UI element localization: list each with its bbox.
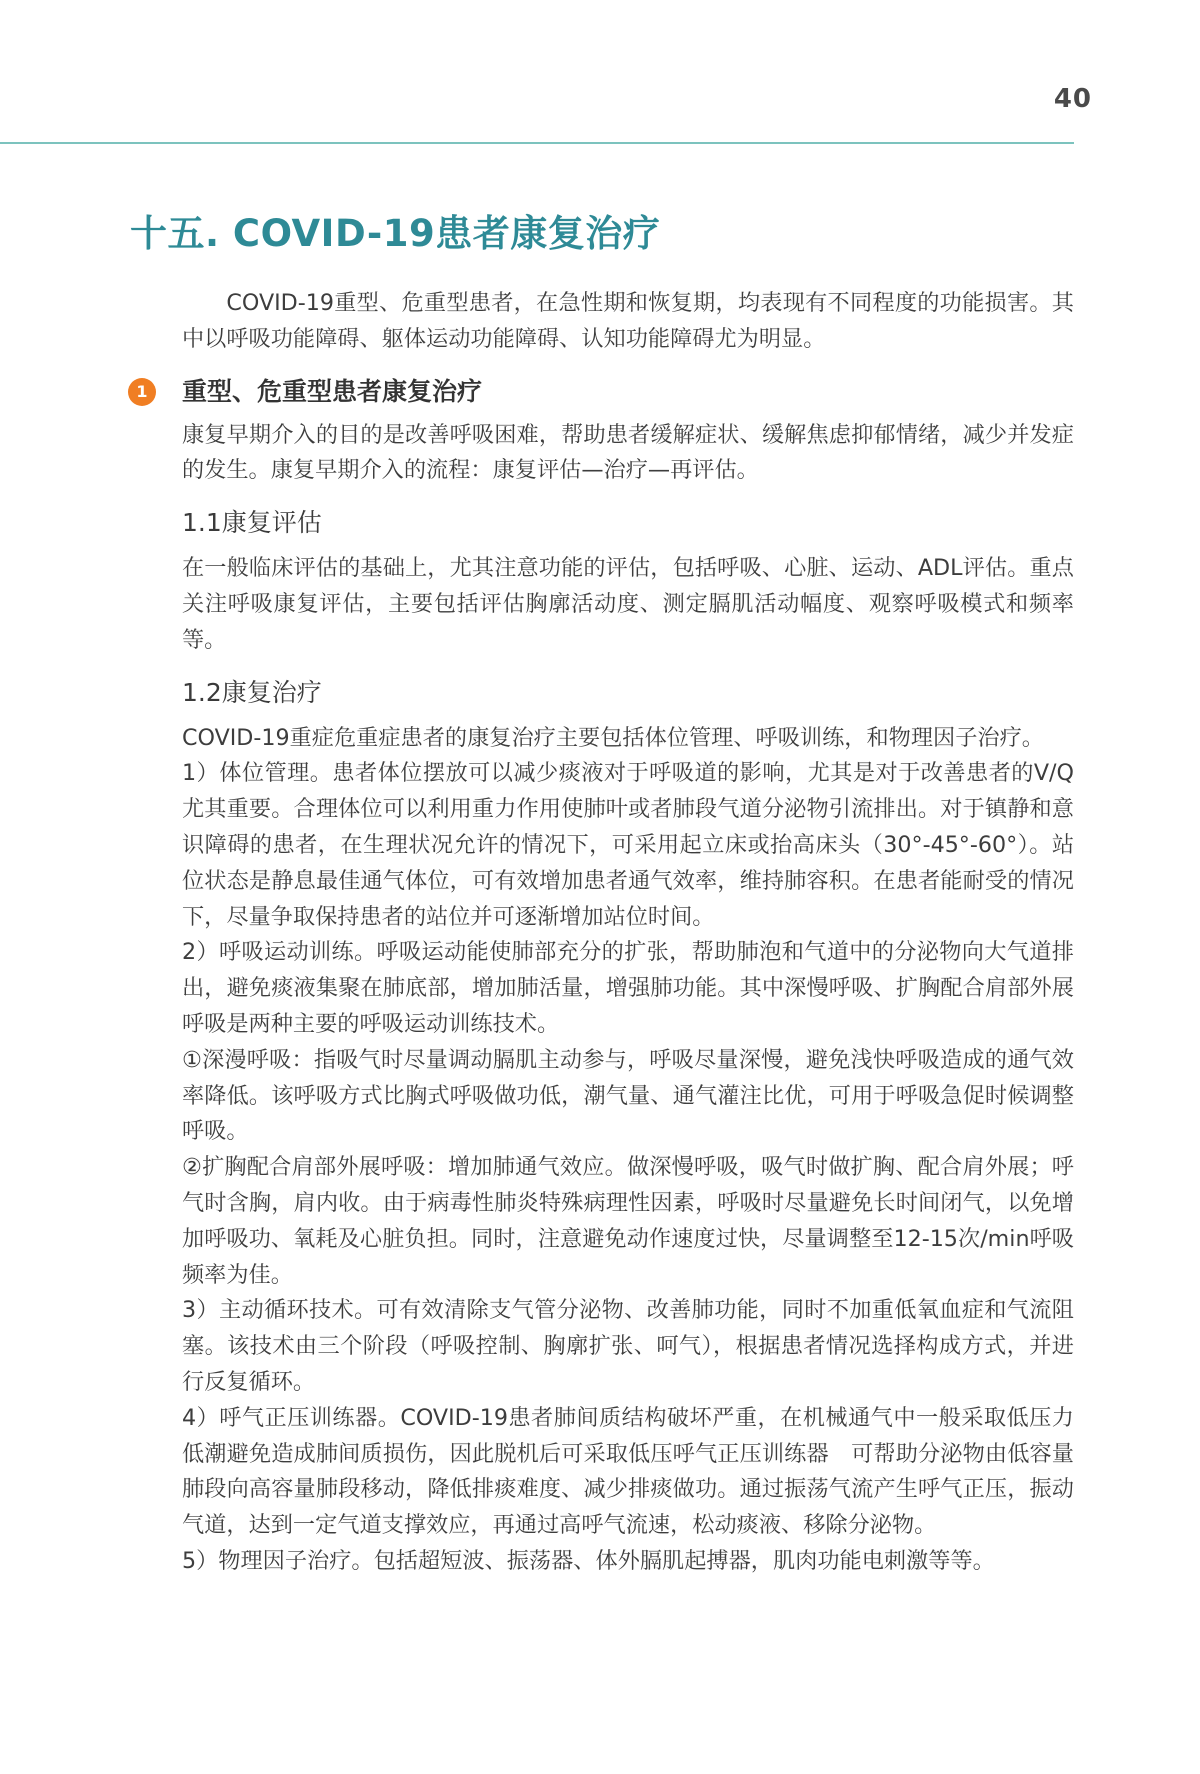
section-heading [136,372,1074,412]
treatment-paragraph: COVID-19重症危重症患者的康复治疗主要包括体位管理、呼吸训练，和物理因子治疗。 [182,724,1044,751]
subsection-heading-treatment: 1.2康复治疗 [182,677,322,707]
treatment-paragraph: 4）呼气正压训练器。COVID-19患者肺间质结构破坏严重，在机械通气中一般采取低压力低潮避免造成肺间质损伤，因此脱机后可采取低压呼气正压训练器 可帮助分泌物由低容量肺段向高容量肺段移动，降低排痰难度、减少排痰做功。通过振荡气流产生呼气正压，振动气道，达到一定气道支撑效应，再通过高呼气流速，松动痰液、移除分泌物。 [182,1404,1074,1539]
section-intro-paragraph: 康复早期介入的目的是改善呼吸困难，帮助患者缓解症状、缓解焦虑抑郁情绪，减少并发症的发生。康复早期介入的流程：康复评估—治疗—再评估。 [182,421,1074,484]
chapter-title: 十五. COVID-19患者康复治疗 [130,212,661,255]
treatment-paragraph: ②扩胸配合肩部外展呼吸：增加肺通气效应。做深慢呼吸，吸气时做扩胸、配合肩外展；呼气时含胸，肩内收。由于病毒性肺炎特殊病理性因素，呼吸时尽量避免长时间闭气，以免增加呼吸功、氧耗及心脏负担。同时，注意避免动作速度过快，尽量调整至12-15次/min呼吸频率为佳。 [182,1154,1074,1288]
section-title: 重型、危重型患者康复治疗 [182,376,483,406]
treatment-paragraph: 5）物理因子治疗。包括超短波、振荡器、体外膈肌起搏器，肌肉功能电刺激等等。 [182,1547,995,1574]
page-number: 40 [1053,84,1092,114]
page-content [136,286,1074,1580]
subsection-heading-assessment: 1.1康复评估 [182,508,322,538]
treatment-paragraph: 1）体位管理。患者体位摆放可以减少痰液对于呼吸道的影响，尤其是对于改善患者的V/Q尤其重要。合理体位可以利用重力作用使肺叶或者肺段气道分泌物引流排出。对于镇静和意识障碍的患者，在生理状况允许的情况下，可采用起立床或抬高床头（30°-45°-60°）。站位状态是静息最佳通气体位，可有效增加患者通气效率，维持肺容积。在患者能耐受的情况下，尽量争取保持患者的站位并可逐渐增加站位时间。 [182,760,1074,930]
section-number-badge: 1 [128,378,156,406]
header-divider [0,142,1074,144]
treatment-paragraph: 3）主动循环技术。可有效清除支气管分泌物、改善肺功能，同时不加重低氧血症和气流阻塞。该技术由三个阶段（呼吸控制、胸廓扩张、呵气），根据患者情况选择构成方式，并进行反复循环。 [182,1297,1074,1395]
assessment-paragraph: 在一般临床评估的基础上，尤其注意功能的评估，包括呼吸、心脏、运动、ADL评估。重点关注呼吸康复评估，主要包括评估胸廓活动度、测定膈肌活动幅度、观察呼吸模式和频率等。 [182,555,1074,653]
intro-paragraph: COVID-19重型、危重型患者，在急性期和恢复期，均表现有不同程度的功能损害。其中以呼吸功能障碍、躯体运动功能障碍、认知功能障碍尤为明显。 [182,290,1074,352]
treatment-paragraph: ①深漫呼吸：指吸气时尽量调动膈肌主动参与，呼吸尽量深慢，避免浅快呼吸造成的通气效率降低。该呼吸方式比胸式呼吸做功低，潮气量、通气灌注比优，可用于呼吸急促时候调整呼吸。 [182,1046,1074,1145]
treatment-paragraph: 2）呼吸运动训练。呼吸运动能使肺部充分的扩张，帮助肺泡和气道中的分泌物向大气道排出，避免痰液集聚在肺底部，增加肺活量，增强肺功能。其中深慢呼吸、扩胸配合肩部外展呼吸是两种主要的呼吸运动训练技术。 [182,939,1074,1037]
